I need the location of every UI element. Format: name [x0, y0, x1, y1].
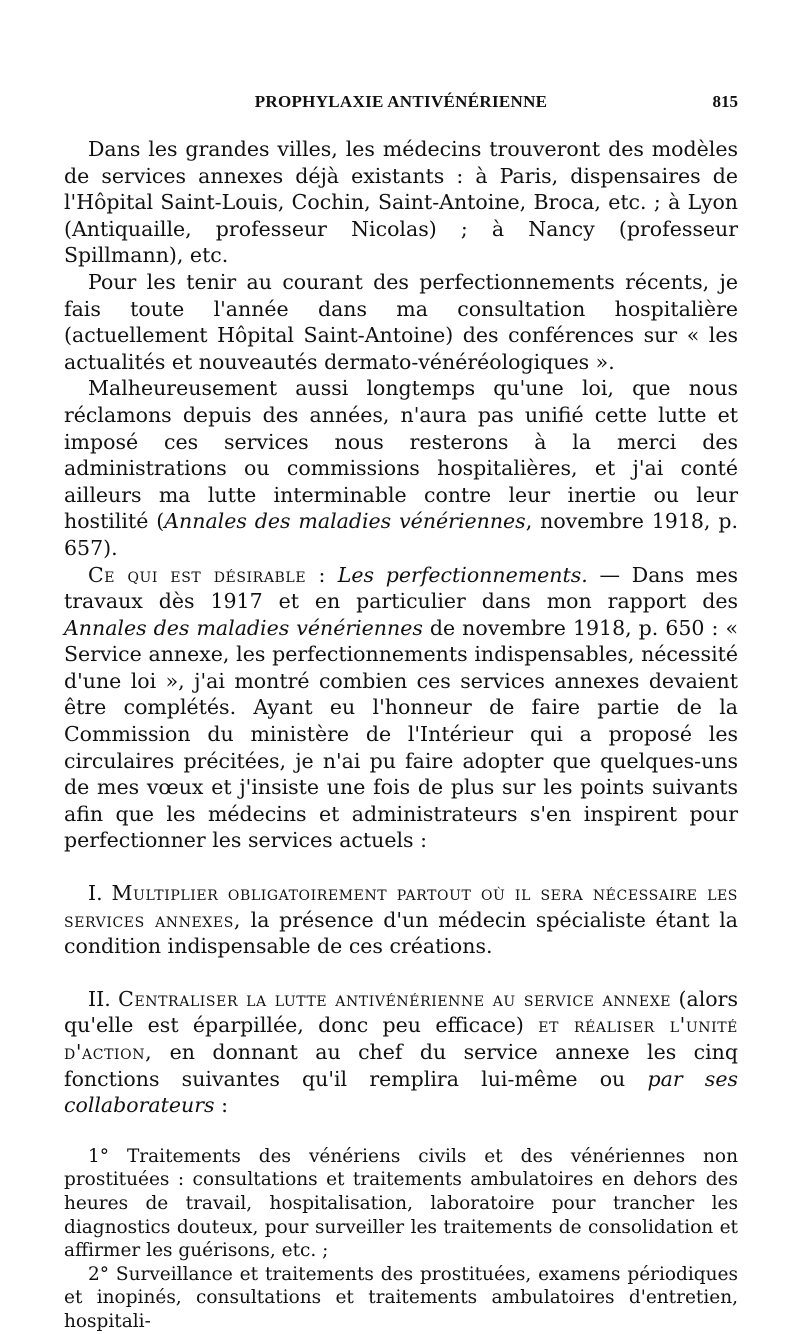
page-number: 815	[712, 92, 738, 111]
numbered-list	[64, 1145, 738, 1334]
journal-title-2: Annales des maladies vénériennes	[64, 615, 423, 640]
section-2-text-2: en donnant au chef du service annexe les cinq fonctions suivantes qu'il remplira lui-même ou	[64, 1040, 738, 1091]
section-2-italic: par ses collaborateurs	[64, 1066, 738, 1118]
section-2-text-1: (alors qu'elle est éparpillée, donc peu efficace)	[64, 986, 738, 1038]
section-2-text-3: :	[214, 1093, 228, 1118]
section-1	[64, 880, 738, 960]
paragraph-3	[64, 375, 738, 561]
list-item-1	[64, 1145, 738, 1263]
list-item-2-number: 2°	[88, 1263, 110, 1285]
running-title: PROPHYLAXIE ANTIVÉNÉRIENNE	[254, 92, 548, 111]
page-header	[64, 92, 738, 118]
spacer	[64, 960, 738, 986]
section-1-text: la présence d'un médecin spécialiste étant la condition indispensable de ces créations.	[64, 907, 738, 959]
paragraph-3-text: Malheureusement aussi longtemps qu'une loi, que nous réclamons depuis des années, n'aura pas unifié cette lutte et imposé ces services nous resterons à la merci des administrations ou commissions hospitalières, et j'ai conté ailleurs ma lutte interminable contre leur inertie ou leur hostilité (	[64, 376, 738, 534]
section-1-number: I.	[88, 881, 103, 906]
spacer	[64, 854, 738, 880]
paragraph-3-ref: , novembre 1918, p. 657).	[64, 509, 738, 560]
list-item-2	[64, 1263, 738, 1334]
section-lead-italic: Les perfectionnements.	[337, 562, 588, 587]
paragraph-4-text-2: de novembre 1918, p. 650 : « Service annexe, les perfectionnements indispensables, nécessité d'une loi », j'ai montré combien ces services annexes devaient être complétés. Ayant eu l'honneur de faire partie de la Commission du ministère de l'Intérieur qui a proposé les circulaires précitées, je n'ai pu faire adopter que quelques-uns de mes vœux et j'insiste une fois de plus sur les points suivants afin que les médecins et administrateurs s'en inspirent pour perfectionner les services actuels :	[64, 615, 738, 853]
spacer	[64, 1119, 738, 1145]
journal-title: Annales des maladies vénériennes	[164, 509, 526, 534]
body-text	[64, 136, 738, 1334]
paragraph-4-text-1: — Dans mes travaux dès 1917 et en particulier dans mon rapport des	[64, 562, 738, 614]
paragraph-2: Pour les tenir au courant des perfectionnements récents, je fais toute l'année dans ma consultation hospitalière (actuellement Hôpital Saint-Antoine) des conférences sur « les actualités et nouveautés dermato-vénéréologiques ».	[64, 269, 738, 374]
section-2-heading: Centraliser la lutte antivénérienne au service annexe	[118, 986, 672, 1011]
section-2-heading-2: et réaliser l'unité d'action,	[64, 1013, 738, 1064]
section-1-heading: Multiplier obligatoirement partout où il sera nécessaire les services annexes,	[64, 881, 738, 932]
list-item-1-text: Traitements des vénériens civils et des vénériennes non prostituées : consultations et traitements ambulatoires en dehors des heures de travail, hospitalisation, laboratoire pour trancher les diagnostics douteux, pour surveiller les traitements de consolidation et affirmer les guérisons, etc. ;	[64, 1145, 738, 1262]
paragraph-4	[64, 562, 738, 855]
list-item-2-text: Surveillance et traitements des prostituées, examens périodiques et inopinés, consultations et traitements ambulatoires d'entretien, hospitali-	[64, 1263, 738, 1332]
paragraph-1: Dans les grandes villes, les médecins trouveront des modèles de services annexes déjà existants : à Paris, dispensaires de l'Hôpital Saint-Louis, Cochin, Saint-Antoine, Broca, etc. ; à Lyon (Antiquaille, professeur Nicolas) ; à Nancy (professeur Spillmann), etc.	[64, 137, 738, 268]
section-2-number: II.	[88, 986, 111, 1011]
section-lead: Ce qui est désirable :	[88, 562, 326, 587]
list-item-1-number: 1°	[88, 1145, 110, 1167]
section-2	[64, 986, 738, 1119]
